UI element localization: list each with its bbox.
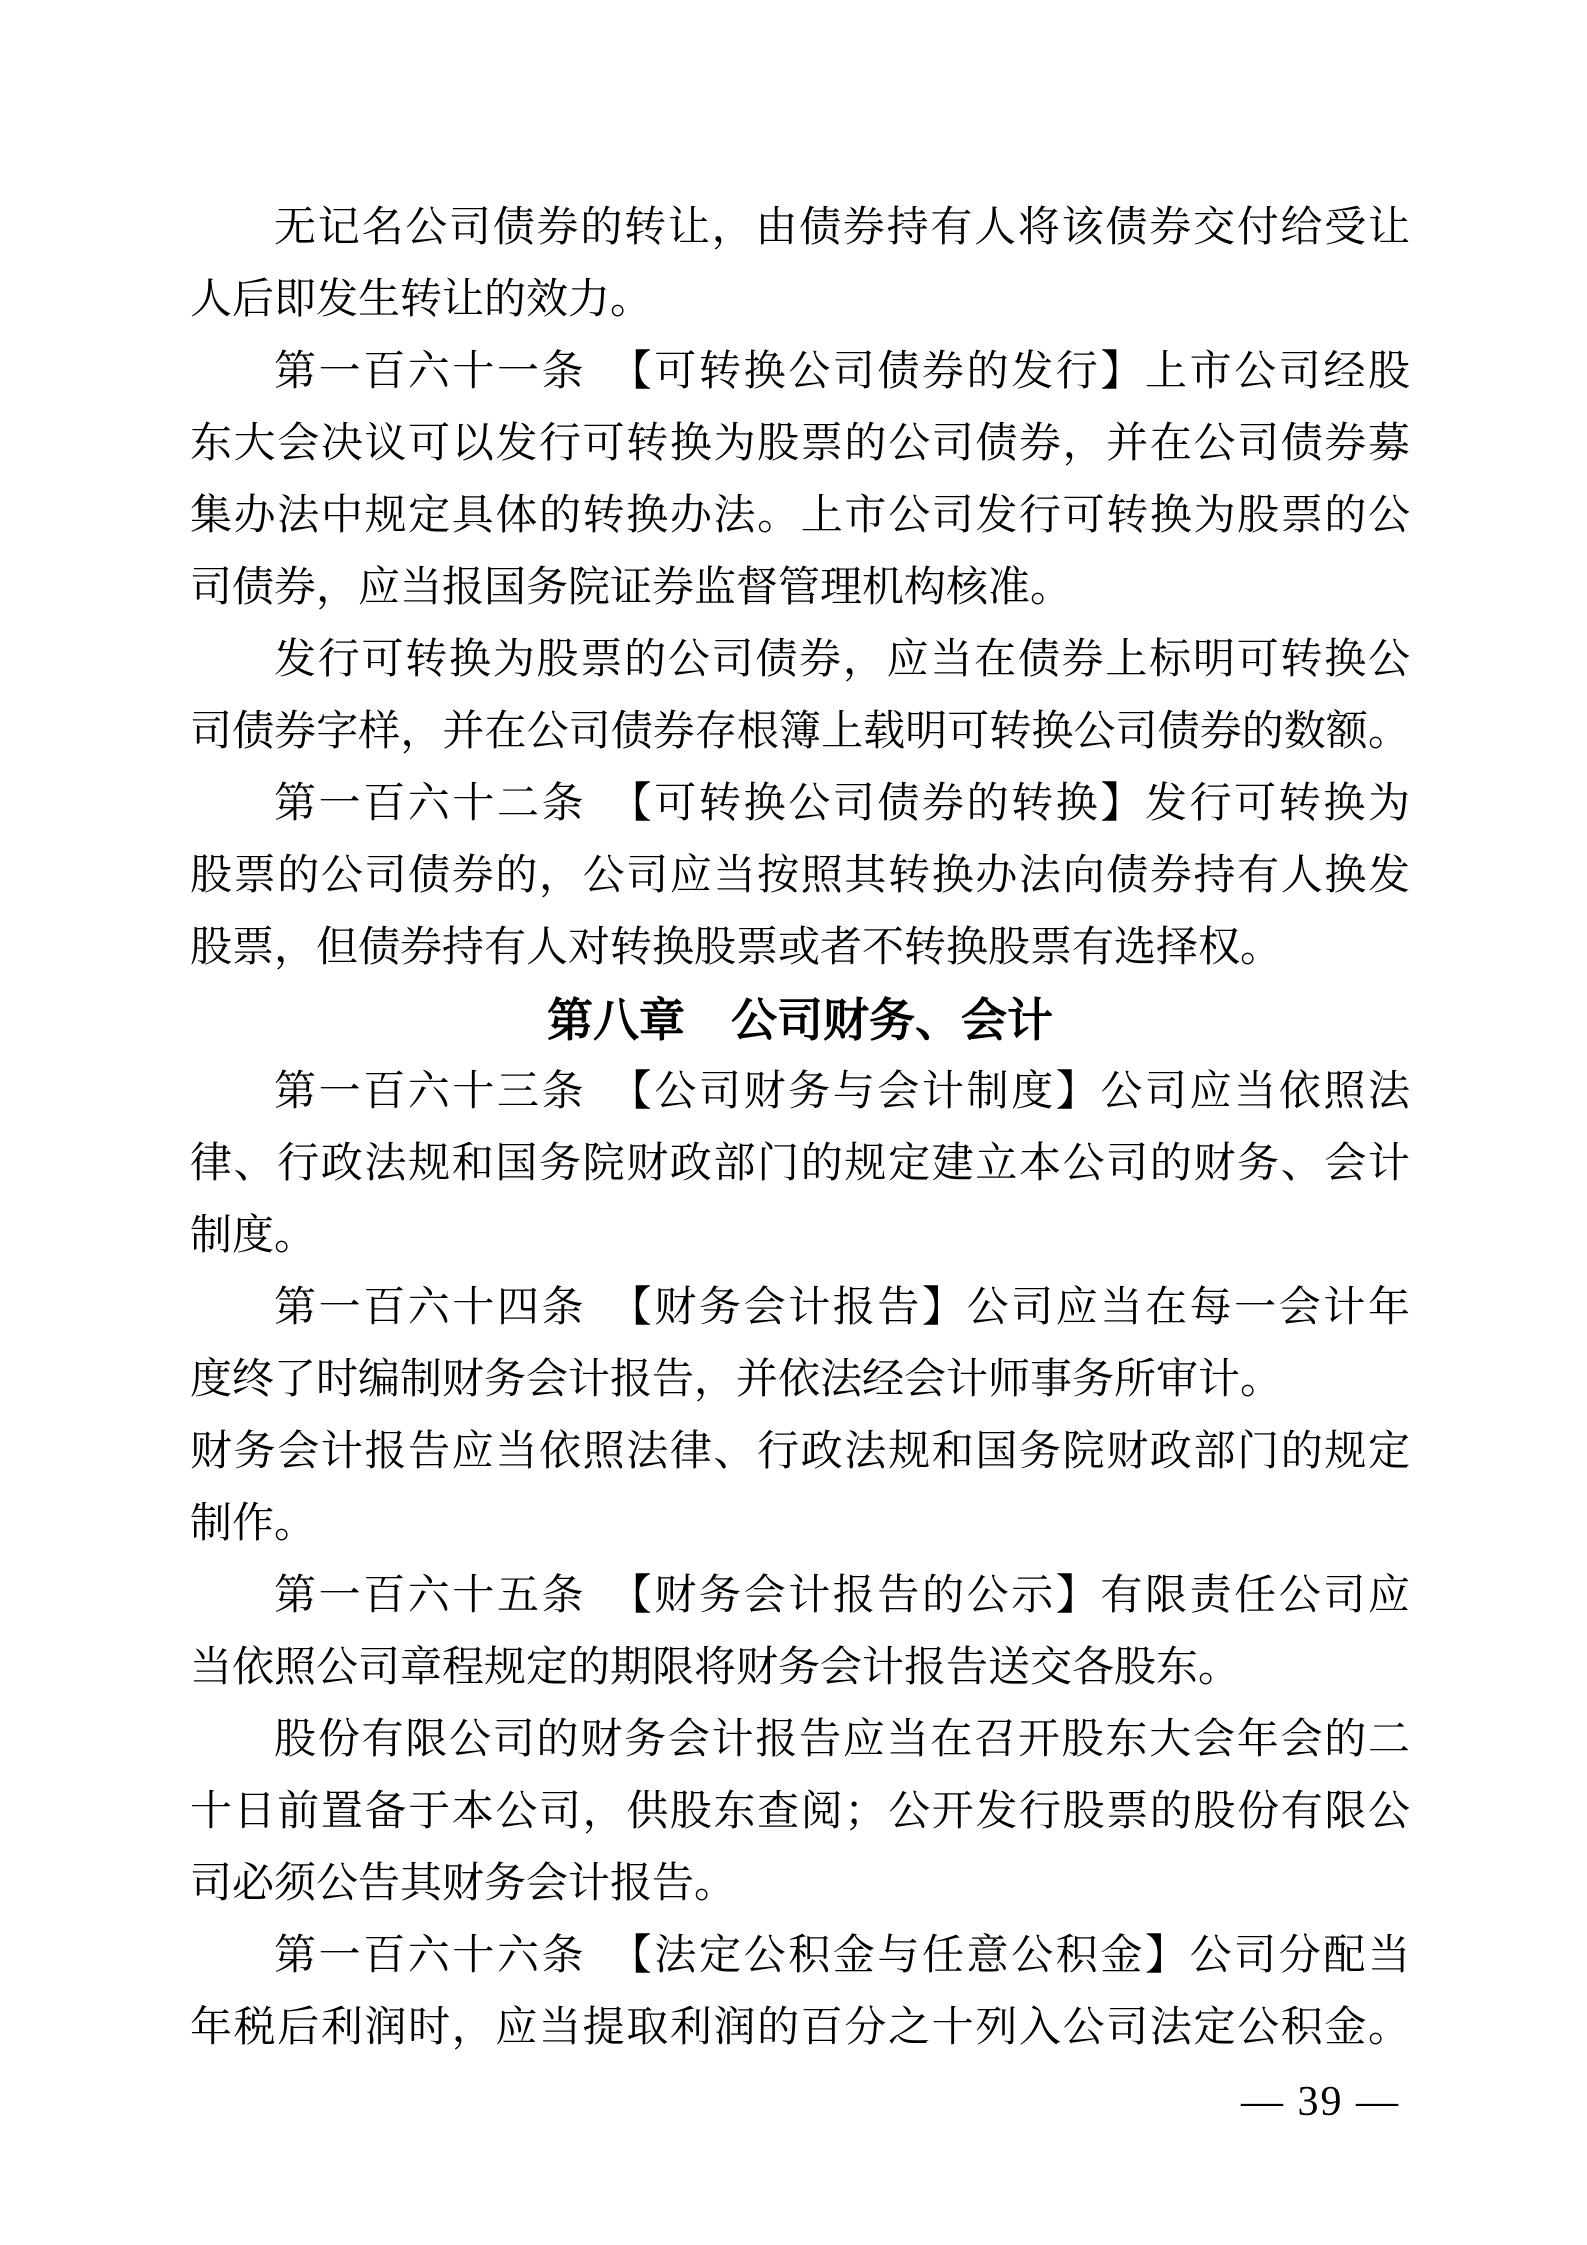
- text-line: 度终了时编制财务会计报告，并依法经会计师事务所审计。: [190, 1357, 1283, 1403]
- text-line: 第一百六十四条 【财务会计报告】公司应当在每一会计年: [274, 1285, 1410, 1331]
- text-line: 司必须公告其财务会计报告。: [190, 1861, 737, 1907]
- text-line: 制作。: [190, 1501, 317, 1547]
- text-line: 人后即发生转让的效力。: [190, 277, 653, 323]
- text-line: 东大会决议可以发行可转换为股票的公司债券，并在公司债券募: [190, 421, 1410, 467]
- text-line: 第一百六十五条 【财务会计报告的公示】有限责任公司应: [274, 1573, 1410, 1619]
- text-line: 当依照公司章程规定的期限将财务会计报告送交各股东。: [190, 1645, 1241, 1691]
- chapter-heading: 第八章 公司财务、会计: [547, 994, 1053, 1046]
- text-line: 律、行政法规和国务院财政部门的规定建立本公司的财务、会计: [190, 1141, 1410, 1187]
- text-line: 第一百六十三条 【公司财务与会计制度】公司应当依照法: [274, 1069, 1410, 1115]
- text-line: 司债券，应当报国务院证券监督管理机构核准。: [190, 565, 1073, 611]
- text-line: 股票，但债券持有人对转换股票或者不转换股票有选择权。: [190, 925, 1283, 971]
- text-line: 司债券字样，并在公司债券存根簿上载明可转换公司债券的数额。: [190, 709, 1410, 755]
- text-line: 第一百六十一条 【可转换公司债券的发行】上市公司经股: [274, 349, 1410, 395]
- text-line: 第一百六十六条 【法定公积金与任意公积金】公司分配当: [274, 1933, 1410, 1979]
- text-line: 第一百六十二条 【可转换公司债券的转换】发行可转换为: [274, 781, 1410, 827]
- text-line: 年税后利润时，应当提取利润的百分之十列入公司法定公积金。: [190, 2005, 1410, 2051]
- text-line: 集办法中规定具体的转换办法。上市公司发行可转换为股票的公: [190, 493, 1410, 539]
- text-line: 股票的公司债券的，公司应当按照其转换办法向债券持有人换发: [190, 853, 1410, 899]
- text-line: 十日前置备于本公司，供股东查阅；公开发行股票的股份有限公: [190, 1789, 1410, 1835]
- text-line: 股份有限公司的财务会计报告应当在召开股东大会年会的二: [274, 1717, 1410, 1763]
- text-line: 发行可转换为股票的公司债券，应当在债券上标明可转换公: [274, 637, 1410, 683]
- text-line: 制度。: [190, 1213, 317, 1259]
- document-body: [190, 192, 1410, 2064]
- text-line: 无记名公司债券的转让，由债券持有人将该债券交付给受让: [274, 205, 1410, 251]
- text-line: 财务会计报告应当依照法律、行政法规和国务院财政部门的规定: [190, 1429, 1410, 1475]
- page-number: — 39 —: [1241, 2079, 1400, 2125]
